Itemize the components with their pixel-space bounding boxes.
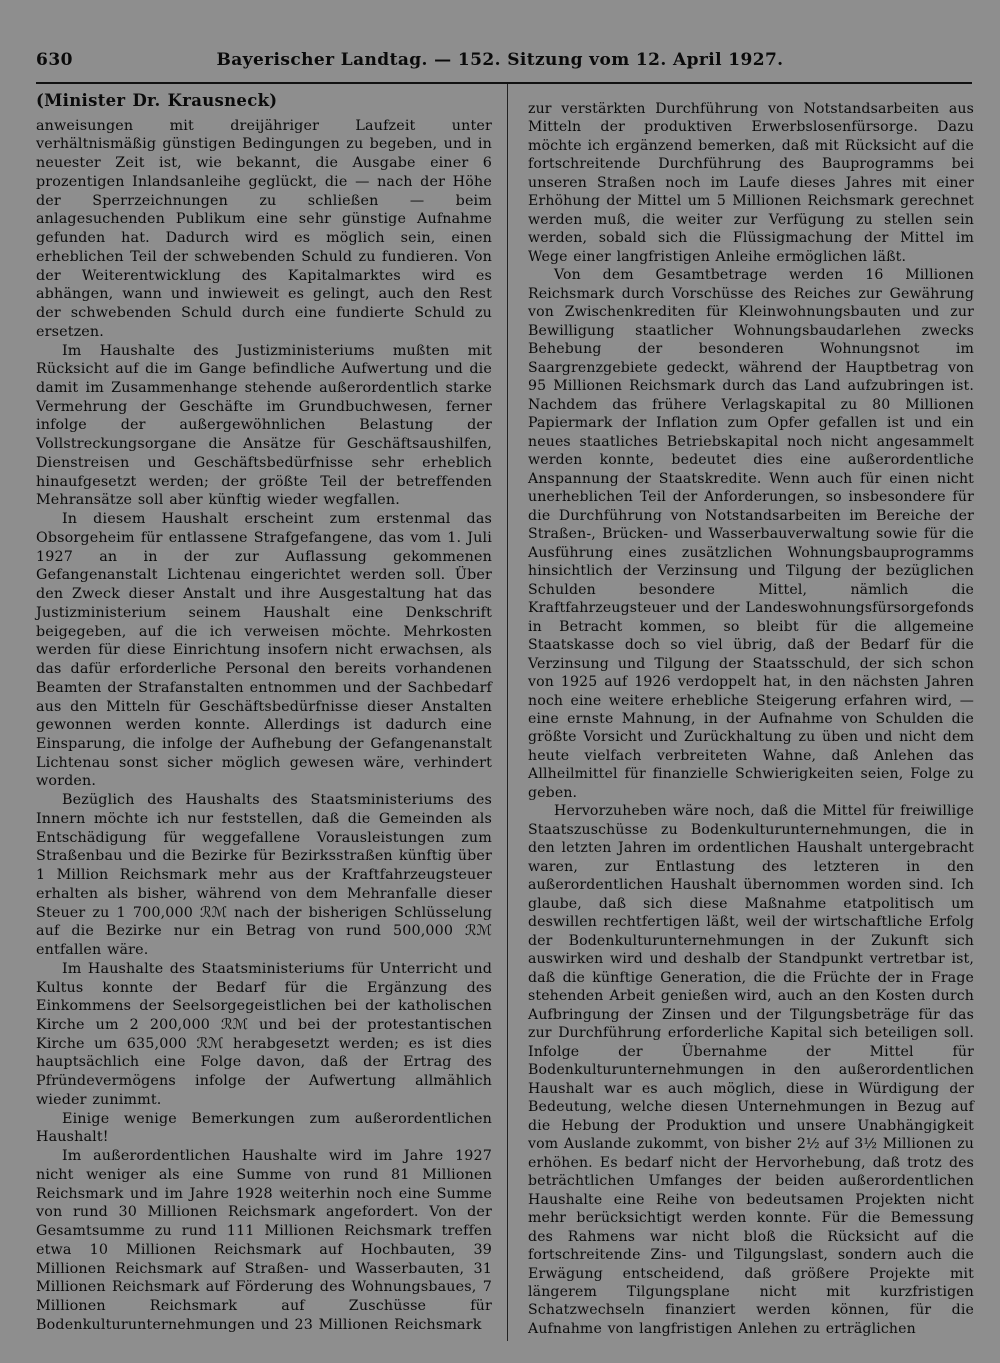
header-rule bbox=[36, 82, 972, 84]
paragraph: Hervorzuheben wäre noch, daß die Mittel für freiwillige Staatszuschüsse zu Bodenkulturunternehmungen, die in den letzten Jahren im ordentlichen Haushalt untergebracht waren, zur Entlastung des letzteren in den außerordentlichen Haushalt übernommen worden sind. Ich glaube, daß sich diese Maßnahme etatpolitisch um deswillen rechtfertigen läßt, weil der wirtschaftliche Erfolg der Bodenkulturunternehmungen in der Zukunft sich auswirken wird und deshalb der Standpunkt vertretbar ist, daß die künftige Generation, die die Früchte der in Frage stehenden Arbeit genießen wird, auch an den Kosten durch Aufbringung der Zinsen und der Tilgungsbeträge für das zur Durchführung erforderliche Kapital sich beteiligen soll. Infolge der Übernahme der Mittel für Bodenkulturunternehmungen in den außerordentlichen Haushalt war es auch möglich, diese in Würdigung der Bedeutung, welche diesen Unternehmungen in Bezug auf die Hebung der Produktion und unsere Unabhängigkeit vom Auslande zukommt, von bisher 2½ auf 3½ Millionen zu erhöhen. Es bedarf nicht der Hervorhebung, daß trotz des beträchtlichen Umfanges der beiden außerordentlichen Haushalte eine Reihe von bedeutsamen Projekten nicht mehr berücksichtigt werden konnte. Für die Bemessung des Rahmens war nicht bloß die Rücksicht auf die fortschreitende Zins- und Tilgungslast, sondern auch die Erwägung entscheidend, daß größere Projekte mit längerem Tilgungsplane nicht mit kurzfristigen Schatzwechseln finanziert werden können, für die Aufnahme von langfristigen Anlehen zu erträglichen bbox=[528, 803, 974, 1337]
paragraph: In diesem Haushalt erscheint zum erstenmal das Obsorgeheim für entlassene Strafgefangene, das vom 1. Juli 1927 an in der zur Auflassung gekommenen Gefangenanstalt Lichtenau eingerichtet werden soll. Über den Zweck dieser Anstalt und ihre Ausgestaltung hat das Justizministerium seinem Haushalt eine Denkschrift beigegeben, auf die ich verweisen möchte. Mehrkosten werden für diese Einrichtung insofern nicht erwachsen, als das dafür erforderliche Personal den bereits vorhandenen Beamten der Strafanstalten entnommen und der Sachbedarf aus den Mitteln für Geschäftsbedürfnisse dieser Anstalten gewonnen werden konnte. Allerdings ist dadurch eine Einsparung, die infolge der Aufhebung der Gefangenanstalt Lichtenau sonst sicher möglich gewesen wäre, verhindert worden. bbox=[36, 511, 492, 790]
paragraph: Im Haushalte des Justizministeriums mußten mit Rücksicht auf die im Gange befindliche Aufwertung und die damit im Zusammenhange stehende außerordentlich starke Vermehrung der Geschäfte im Grundbuchwesen, ferner infolge der außergewöhnlichen Belastung der Vollstreckungsorgane die Ansätze für Geschäftsaushilfen, Dienstreisen und Geschäftsbedürfnisse sehr erheblich hinaufgesetzt werden; der größte Teil der betreffenden Mehransätze soll aber künftig wieder wegfallen. bbox=[36, 342, 492, 509]
column-divider bbox=[507, 84, 508, 1341]
paragraph: Von dem Gesamtbetrage werden 16 Millionen Reichsmark durch Vorschüsse des Reiches zur Gewährung von Zwischenkrediten für Kleinwohnungsbauten und zur Bewilligung staatlicher Wohnungsbaudarlehen zwecks Behebung der besonderen Wohnungsnot im Saargrenzgebiete gedeckt, während der Hauptbetrag von 95 Millionen Reichsmark durch das Land aufzubringen ist. Nachdem das frühere Verlagskapital zu 80 Millionen Papiermark der Inflation zum Opfer gefallen ist und ein neues staatliches Betriebskapital noch nicht angesammelt werden konnte, bedeutet dies eine außerordentliche Anspannung der Staatskredite. Wenn auch für einen nicht unerheblichen Teil der Anforderungen, so insbesondere für die Durchführung von Notstandsarbeiten im Bereiche der Straßen-, Brücken- und Wasserbauverwaltung sowie für die Ausführung eines zusätzlichen Wohnungsbauprogramms hinsichtlich der Verzinsung und Tilgung der bezüglichen Schulden besondere Mittel, nämlich die Kraftfahrzeugsteuer und der Landeswohnungsfürsorgefonds in Betracht kommen, so bleibt für die allgemeine Staatskasse doch so viel übrig, daß der Bedarf für die Verzinsung und Tilgung der Staatsschuld, der sich schon von 1925 auf 1926 verdoppelt hat, in den nächsten Jahren noch eine weitere erhebliche Steigerung erfahren wird, — eine ernste Mahnung, in der Aufnahme von Schulden die größte Vorsicht und Zurückhaltung zu üben und nicht dem heute vielfach verbreiteten Wahne, daß Anlehen das Allheilmittel für finanzielle Schwierigkeiten seien, Folge zu geben. bbox=[528, 267, 974, 801]
paragraph: Bezüglich des Haushalts des Staatsministeriums des Innern möchte ich nur feststellen, daß die Gemeinden als Entschädigung für weggefallene Vorausleistungen zum Straßenbau und die Bezirke für Bezirksstraßen künftig über 1 Million Reichsmark mehr aus der Kraftfahrzeugsteuer erhalten als bisher, während von dem Mehranfalle dieser Steuer zu 1 700,000 ℛℳ nach der bisherigen Schlüsselung auf die Bezirke nur ein Betrag von rund 500,000 ℛℳ entfallen wäre. bbox=[36, 792, 492, 959]
running-head: Bayerischer Landtag. — 152. Sitzung vom 12. April 1927. bbox=[216, 50, 784, 70]
paragraph: zur verstärkten Durchführung von Notstandsarbeiten aus Mitteln der produktiven Erwerbslosenfürsorge. Dazu möchte ich ergänzend bemerken, daß mit Rücksicht auf die fortschreitende Durchführung des Bauprogramms bei unseren Straßen noch im Laufe dieses Jahres mit einer Erhöhung der Mittel um 5 Millionen Reichsmark gerechnet werden muß, die weiter zur Verfügung zu stellen sein werden, sobald sich die Flüssigmachung der Mittel im Wege einer langfristigen Anleihe ermöglichen läßt. bbox=[528, 101, 974, 265]
paragraph: Im Haushalte des Staatsministeriums für Unterricht und Kultus konnte der Bedarf für die Ergänzung des Einkommens der Seelsorgegeistlichen bei der katholischen Kirche um 2 200,000 ℛℳ und bei der protestantischen Kirche um 635,000 ℛℳ herabgesetzt werden; es ist dies hauptsächlich eine Folge davon, daß der Ertrag des Pfründevermögens infolge der Aufwertung allmählich wieder zunimmt. bbox=[36, 960, 492, 1108]
right-column bbox=[528, 100, 974, 1338]
paragraph: anweisungen mit dreijähriger Laufzeit unter verhältnismäßig günstigen Bedingungen zu begeben, und in neuester Zeit ist, wie bekannt, die Ausgabe einer 6 prozentigen Inlandsanleihe geglückt, die — nach der Höhe der Sperrzeichnungen zu schließen — beim anlagesuchenden Publikum eine sehr günstige Aufnahme gefunden hat. Dadurch wird es möglich sein, einen erheblichen Teil der schwebenden Schuld zu fundieren. Von der Weiterentwicklung des Kapitalmarktes wird es abhängen, wann und inwieweit es gelingt, auch den Rest der schwebenden Schuld durch eine fundierte Schuld zu ersetzen. bbox=[36, 117, 492, 340]
left-column bbox=[36, 92, 492, 1334]
page-number: 630 bbox=[36, 50, 73, 70]
speaker-label: (Minister Dr. Krausneck) bbox=[36, 91, 278, 110]
paragraph: Einige wenige Bemerkungen zum außerordentlichen Haushalt! bbox=[36, 1110, 492, 1146]
paragraph: Im außerordentlichen Haushalte wird im Jahre 1927 nicht weniger als eine Summe von rund 81 Millionen Reichsmark und im Jahre 1928 weiterhin noch eine Summe von rund 30 Millionen Reichsmark angefordert. Von der Gesamtsumme zu rund 111 Millionen Reichsmark treffen etwa 10 Millionen Reichsmark auf Hochbauten, 39 Millionen Reichsmark auf Straßen- und Wasserbauten, 31 Millionen Reichsmark auf Förderung des Wohnungsbaues, 7 Millionen Reichsmark auf Zuschüsse für Bodenkulturunternehmungen und 23 Millionen Reichsmark bbox=[36, 1148, 492, 1333]
